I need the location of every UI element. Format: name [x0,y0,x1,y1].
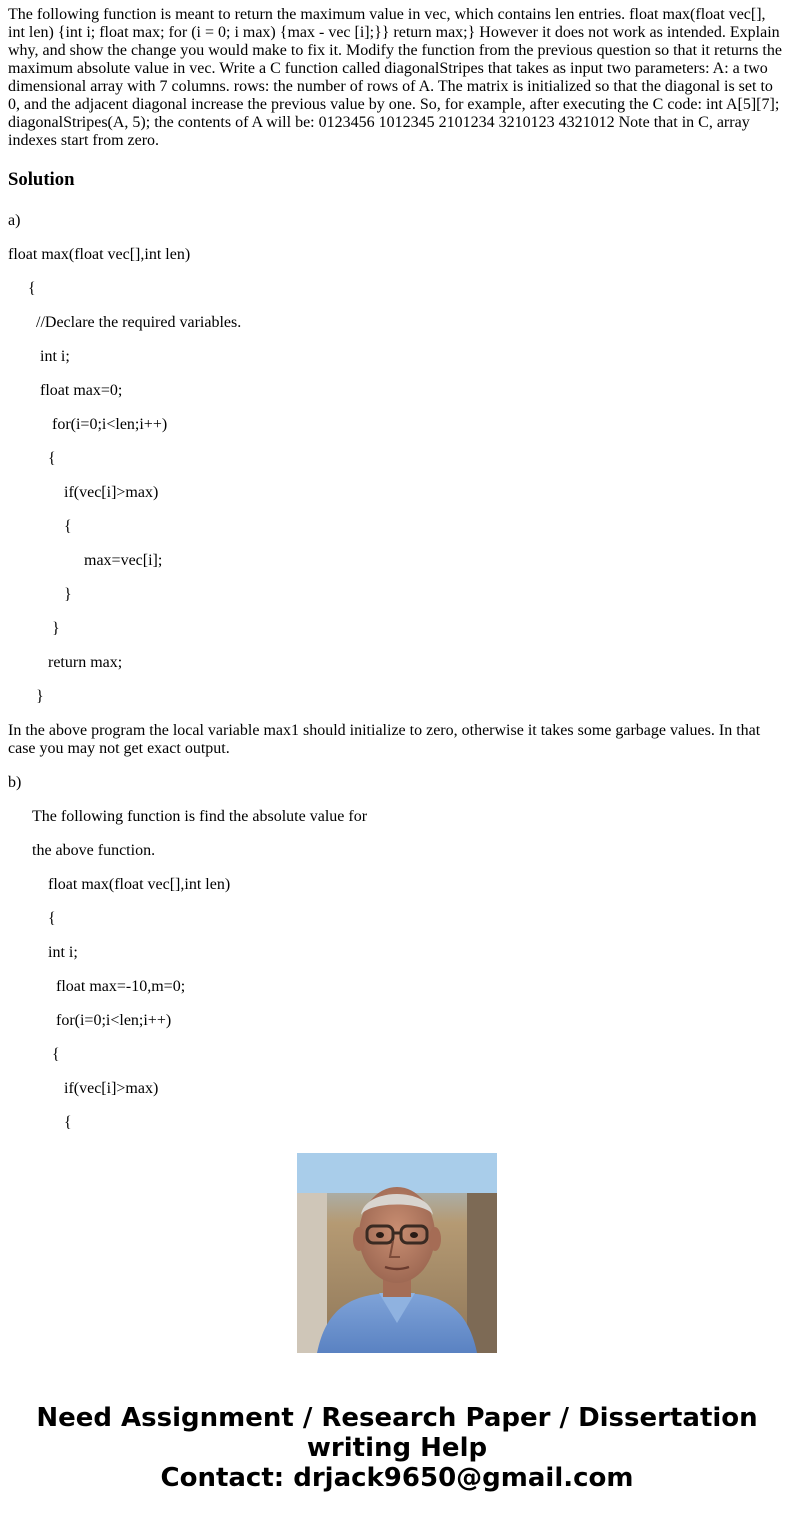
part-a-explanation: In the above program the local variable max1 should initialize to zero, otherwise it takes some garbage values. In that case you may not get exact output. [8,722,761,757]
code-line: float max=-10,m=0; [56,978,186,995]
code-line: float max=0; [40,382,123,399]
author-photo [297,1153,497,1353]
promo-line-2: writing Help [306,1433,488,1463]
promo-contact: Contact: drjack9650@gmail.com [160,1463,634,1493]
code-line: if(vec[i]>max) [64,1080,159,1097]
question-text: The following function is meant to return the maximum value in vec, which contains len entries. float max(float vec[], int len) {int i; float max; for (i = 0; i max) {max - vec [i];}} return max;} However it does not work as intended. Explain why, and show the change you would make to fix it. Modify the function from the previous question so that it returns the maximum absolute value in vec. Write a C function called diagonalStripes that takes as input two parameters: A: a two dimensional array with 7 columns. rows: the number of rows of A. The matrix is initialized so that the diagonal is set to 0, and the adjacent diagonal increase the previous value by one. So, for example, after executing the C code: int A[5][7]; diagonalStripes(A, 5); the contents of A will be: 0123456 1012345 2101234 3210123 4321012 Note that in C, array indexes start from zero. [8,6,782,149]
part-a-label: a) [8,212,21,229]
promo-line-1: Need Assignment / Research Paper / Dissertation [36,1403,758,1433]
code-line: { [48,910,56,927]
document-page [8,0,786,191]
code-line: } [52,620,60,637]
code-line: if(vec[i]>max) [64,484,159,501]
code-line: int i; [40,348,70,365]
code-line: { [28,280,36,297]
code-line: } [64,586,72,603]
author-portrait-image [297,1153,497,1353]
solution-heading: Solution [8,169,75,190]
code-line: } [36,688,44,705]
code-line: float max(float vec[],int len) [48,876,231,893]
code-line: for(i=0;i<len;i++) [56,1012,172,1029]
promo-banner [0,1403,794,1493]
code-line: return max; [48,654,123,671]
code-line: for(i=0;i<len;i++) [52,416,168,433]
code-line: { [52,1046,60,1063]
code-line: { [64,1114,72,1131]
code-line: //Declare the required variables. [36,314,242,331]
part-b-intro: The following function is find the absolute value for [32,808,368,825]
code-line: { [64,518,72,535]
code-line: max=vec[i]; [84,552,163,569]
code-line: int i; [48,944,78,961]
solution-body [8,202,786,1131]
code-line: { [48,450,56,467]
part-b-label: b) [8,774,22,791]
code-line: float max(float vec[],int len) [8,246,191,263]
part-b-intro: the above function. [32,842,156,859]
